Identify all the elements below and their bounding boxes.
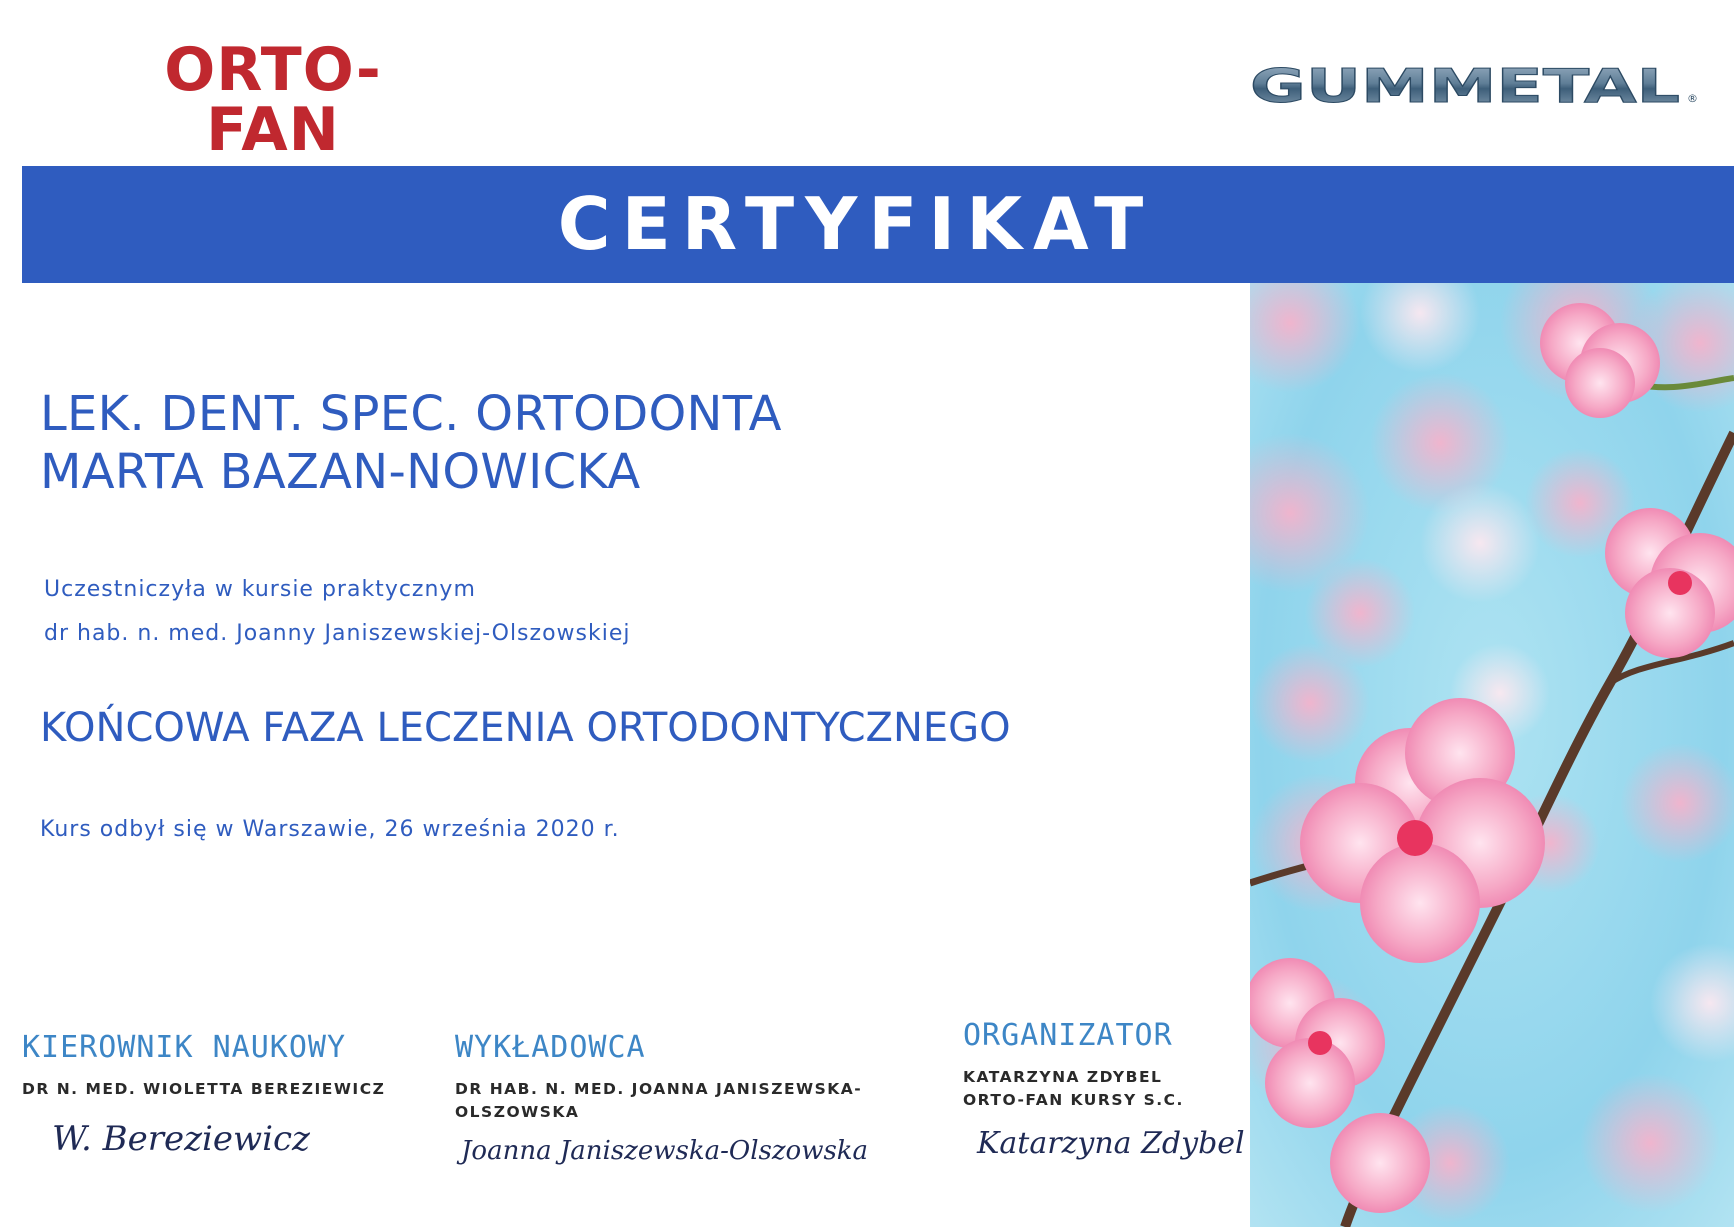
- cherry-blossom-image: [1250, 283, 1734, 1227]
- participation-description: [44, 568, 630, 656]
- registered-mark: ®: [1687, 92, 1698, 105]
- course-place-date: Kurs odbył się w Warszawie, 26 września 2020 r.: [40, 817, 620, 842]
- signature-role: KIEROWNIK NAUKOWY: [22, 1030, 347, 1065]
- course-title: KOŃCOWA FAZA LECZENIA ORTODONTYCZNEGO: [40, 705, 1011, 751]
- signatory-name-line: KATARZYNA ZDYBEL: [963, 1068, 1163, 1086]
- signatory-name-line: OLSZOWSKA: [455, 1103, 580, 1121]
- gummetal-logo-text: GUMMETAL: [1250, 60, 1680, 110]
- handwritten-signature: W. Bereziewicz: [52, 1119, 310, 1159]
- certificate-title: CERTYFIKAT: [557, 182, 1155, 266]
- handwritten-signature: Katarzyna Zdybel: [977, 1126, 1245, 1161]
- recipient-name-block: [40, 385, 782, 501]
- signature-block-lecturer: [455, 1030, 895, 1166]
- participation-line: Uczestniczyła w kursie praktycznym: [44, 577, 476, 602]
- signatory-name: [963, 1066, 1243, 1112]
- recipient-name: MARTA BAZAN-NOWICKA: [40, 444, 641, 500]
- signatory-name-line: ORTO-FAN KURSY S.C.: [963, 1091, 1184, 1109]
- signature-role: WYKŁADOWCA: [455, 1030, 646, 1065]
- orto-fan-logo-brand: ORTO-FAN: [164, 35, 382, 165]
- signature-block-organizer: [963, 1018, 1243, 1161]
- signatory-name: [455, 1078, 895, 1124]
- handwritten-signature: Joanna Janiszewska-Olszowska: [461, 1136, 869, 1166]
- signature-role: ORGANIZATOR: [963, 1018, 1173, 1053]
- lecturer-line: dr hab. n. med. Joanny Janiszewskiej-Olszowskiej: [44, 621, 631, 646]
- signatory-name: [22, 1078, 442, 1101]
- signature-block-scientific-director: [22, 1030, 442, 1159]
- signatory-name-line: DR HAB. N. MED. JOANNA JANISZEWSKA-: [455, 1080, 863, 1098]
- signatory-name-line: DR N. MED. WIOLETTA BEREZIEWICZ: [22, 1080, 386, 1098]
- title-banner: [22, 166, 1734, 283]
- gummetal-logo: [1250, 60, 1700, 110]
- recipient-title: LEK. DENT. SPEC. ORTODONTA: [40, 386, 782, 442]
